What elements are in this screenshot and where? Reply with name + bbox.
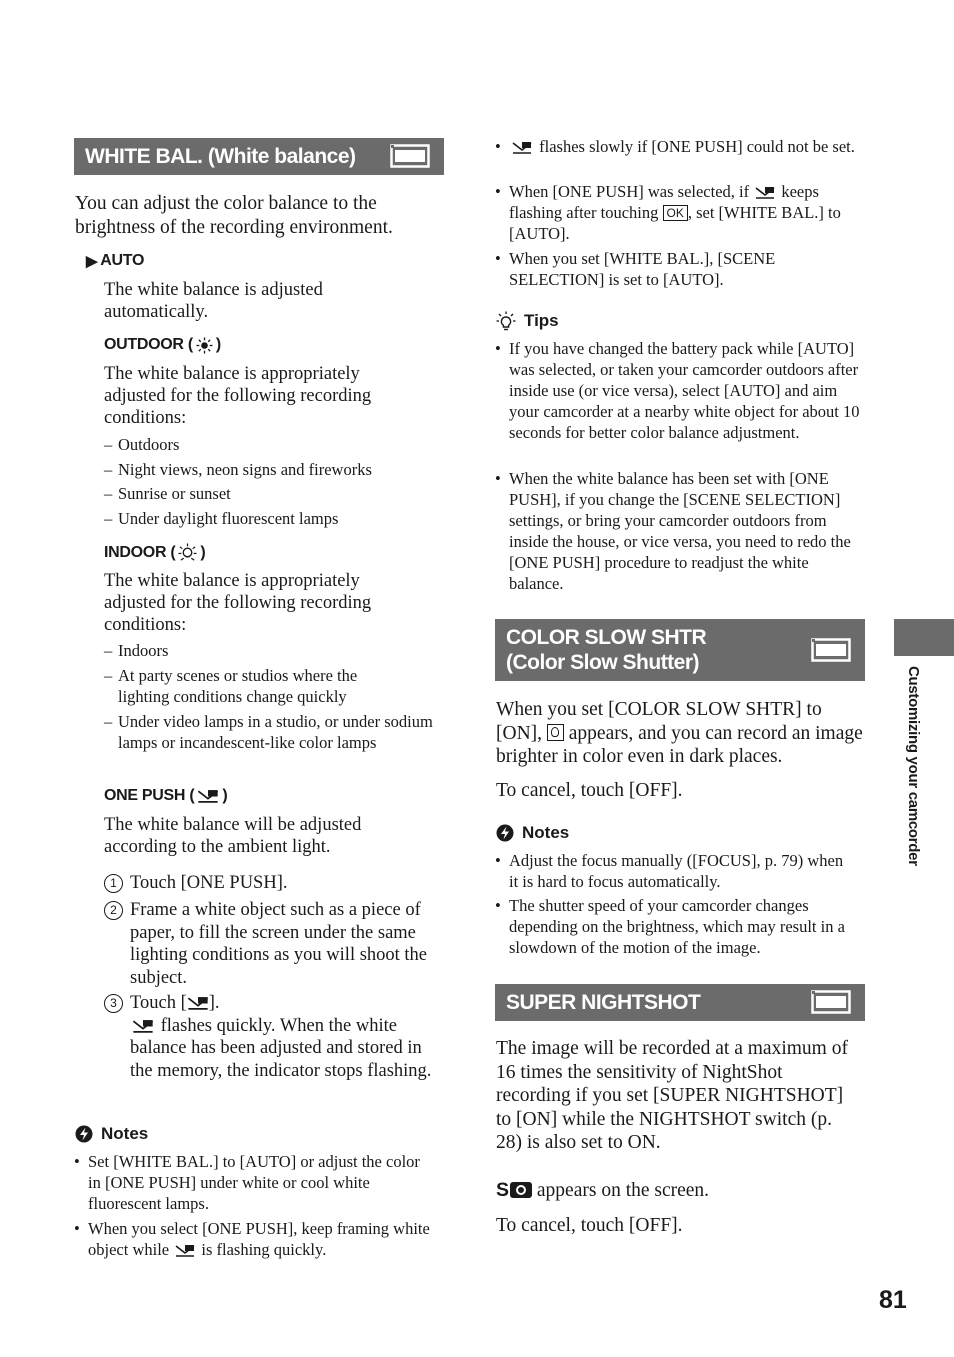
cancel-text: To cancel, touch [OFF]. [496,780,683,801]
caution-icon [496,824,514,842]
section-header-white-balance [74,138,444,175]
tips-title: Tips [524,311,559,330]
section-title: SUPER NIGHTSHOT [506,991,701,1014]
list-item: – Under video lamps in a studio, or under sodium lamps or incandescent-like color lamps [118,711,433,753]
step-1 [110,872,440,895]
page-number: 81 [879,1286,907,1314]
bulb-icon [178,543,197,562]
list-item: – Sunrise or sunset [118,483,438,504]
auto-description: The white balance is adjusted automatically. [104,280,323,322]
note-text: When you select [ONE PUSH], keep framing white object while [88,1219,430,1259]
lightbulb-tip-icon [496,311,516,331]
step-3 [110,992,440,1082]
tip-item: • When the white balance has been set with [ONE PUSH], if you change the [SCENE SELECTION] settings, or bring your camcorder outdoors from inside the house, or vice versa, you need to redo the [ONE PUSH] procedure to readjust the white balance. [509,468,866,594]
color-slow-shutter-icon [547,724,564,741]
one-push-heading [104,787,227,805]
list-item: – Indoors [118,640,428,661]
note-text: When [ONE PUSH] was selected, if [509,182,750,201]
one-push-icon [753,186,777,200]
movie-mode-icon [390,144,430,168]
note-text: , set [WHITE BAL.] to [AUTO]. [509,203,841,243]
super-nightshot-appears [496,1179,866,1203]
caution-icon [75,1125,93,1143]
one-push-icon [509,141,535,155]
one-push-description: The white balance will be adjusted according to the ambient light. [104,815,362,857]
section-title-line1: COLOR SLOW SHTR [506,626,707,649]
movie-mode-icon [811,990,851,1014]
tips-heading [496,311,559,331]
indoor-label: INDOOR ( [104,543,176,561]
notes-heading-left [75,1124,148,1144]
step-2 [110,899,442,989]
section-title-line2: (Color Slow Shutter) [506,651,699,674]
auto-heading [86,252,144,270]
movie-mode-icon [811,638,851,662]
auto-label: AUTO [100,252,145,269]
note-text: keeps flashing after touching [509,182,819,222]
outdoor-heading [104,336,221,354]
one-push-icon [187,996,209,1011]
cancel-text: To cancel, touch [OFF]. [496,1215,683,1236]
indoor-heading [104,543,205,562]
notes-heading-right [496,823,569,843]
notes-title: Notes [101,1124,149,1143]
super-nightshot-body: The image will be recorded at a maximum of 16 times the sensitivity of NightShot recording if you set [SUPER NIGHTSHOT] to [ON] while the NIGHTSHOT switch (p. 28) is also set to ON. [496,1038,848,1153]
list-item: – At party scenes or studios where the lighting conditions change quickly [118,665,403,707]
chapter-label: Customizing your camcorder [905,666,922,866]
sun-icon [196,337,213,354]
step-text: Touch [ONE PUSH]. [130,873,288,893]
list-item: – Night views, neon signs and fireworks [118,459,438,480]
step-number-3: 3 [104,994,123,1013]
notes-title: Notes [522,823,570,842]
default-marker-icon: ▶ [86,253,98,270]
list-item: – Under daylight fluorescent lamps [118,508,438,529]
intro-text: You can adjust the color balance to the brightness of the recording environment. [75,193,393,238]
one-push-icon [197,789,219,804]
note-item: • The shutter speed of your camcorder changes depending on the brightness, which may result in a slowdown of the motion of the image. [509,895,864,958]
chapter-tab [894,619,954,656]
super-nightshot-icon: S [496,1179,532,1201]
body-text: When you set [COLOR SLOW SHTR] to [ON], [496,699,822,744]
step-3-detail: flashes quickly. When the white balance has been adjusted and stored in the memory, the indicator stops flashing. [130,1015,432,1081]
one-push-label-close: ) [222,787,228,804]
section-header-super-nightshot [495,984,865,1021]
color-slow-body [496,698,866,769]
body-text: appears, and you can record an image brighter in color even in dark places. [496,722,863,767]
list-item: – Outdoors [118,434,438,455]
indoor-label-close: ) [200,543,206,561]
note-text-end: is flashing quickly. [201,1240,327,1259]
section-header-color-slow-shutter [495,619,865,681]
one-push-label: ONE PUSH ( [104,787,195,804]
step-number-2: 2 [104,901,123,920]
tip-item: • If you have changed the battery pack while [AUTO] was selected, or taken your camcorder outdoors after inside use (or vice versa), select [AUTO] and aim your camcorder at a nearby white object for about 10 seconds for better color balance adjustment. [509,338,864,443]
note-text: flashes slowly if [ONE PUSH] could not be set. [539,137,855,156]
outdoor-label: OUTDOOR ( [104,336,193,353]
outdoor-label-close: ) [215,336,221,353]
note-item [88,1218,433,1260]
note-item [509,136,864,157]
section-title: WHITE BAL. (White balance) [85,145,356,168]
note-item: • Adjust the focus manually ([FOCUS], p. 79) when it is hard to focus automatically. [509,850,849,892]
indoor-description: The white balance is appropriately adjusted for the following recording conditions: [104,571,372,635]
step-number-1: 1 [104,874,123,893]
note-item: • When you set [WHITE BAL.], [SCENE SELECTION] is set to [AUTO]. [509,248,829,290]
step-text: Touch [ [130,993,187,1013]
step-text: Frame a white object such as a piece of paper, to fill the screen under the same lighting conditions as you will shoot the subject. [130,900,428,988]
one-push-icon [173,1244,197,1258]
ok-button-icon: OK [663,205,688,221]
one-push-icon [130,1019,156,1034]
note-item: • Set [WHITE BAL.] to [AUTO] or adjust the color in [ONE PUSH] under white or cool white fluorescent lamps. [88,1151,433,1214]
note-item [509,181,864,244]
step-text-end: ]. [208,993,220,1013]
body-text: appears on the screen. [536,1180,710,1201]
outdoor-description: The white balance is appropriately adjusted for the following recording conditions: [104,364,372,428]
